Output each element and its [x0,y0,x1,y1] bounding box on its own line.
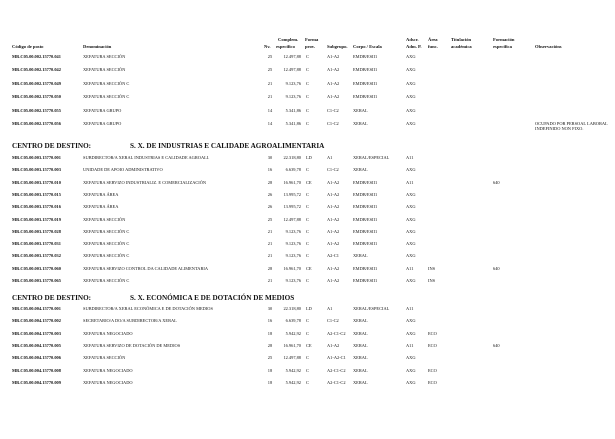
specific-complement-cell: 5.942,92 [285,379,301,385]
level-cell: 14 [267,121,273,126]
provision-form-cell: CE [306,265,312,271]
admin-adscription-cell: AXG [406,241,416,247]
admin-adscription-cell: AXG [406,121,416,126]
subgroup-cell: A1-A2 [327,80,340,86]
level-cell: 21 [267,278,273,283]
specific-complement-cell: 9.123,76 [285,94,301,100]
subgroup-cell: A1-A2 [327,54,340,59]
subgroup-cell: C1-C2 [327,167,339,173]
level-cell: 26 [267,204,273,210]
subgroup-cell: A2-C1-C2 [327,367,346,373]
provision-form-cell: C [306,94,309,100]
subgroup-cell: A1-A2 [327,191,340,197]
table-row [0,278,615,286]
admin-adscription-cell: AXG [406,278,416,283]
table-row [0,241,615,249]
provision-form-cell: C [306,253,309,259]
denomination-cell: XEFATURA NEGOCIADO [83,330,133,336]
body-scale-cell: EMDB/ESII1 [353,54,378,59]
body-scale-cell: XERAL [353,330,368,336]
level-cell: 21 [267,228,273,234]
provision-form-cell: C [306,216,309,222]
functional-area-cell: INS [428,265,436,271]
post-code-cell: MR.C05.00.003.15770.001 [12,155,61,160]
post-code-cell: MR.C05.00.003.15770.015 [12,191,61,197]
denomination-cell: SUBDIRECTOR/A XERAL ECONÓMICA E DE DOTACIÓN MEDIOS [83,306,213,311]
header-forma-bottom: prov. [305,44,315,49]
subgroup-cell: A1-A2 [327,342,340,348]
post-code-cell: MR.C05.00.002.15770.050 [12,94,61,100]
specific-complement-cell: 5.942,92 [285,330,301,336]
specific-training-cell: 640 [493,179,500,185]
body-scale-cell: XERAL/ESPECIAL [353,155,390,160]
provision-form-cell: C [306,67,309,73]
body-scale-cell: XERAL [353,342,368,348]
specific-complement-cell: 9.123,76 [285,253,301,259]
level-cell: 16 [267,318,273,324]
specific-complement-cell: 16.961,70 [283,179,301,185]
table-row [0,155,615,163]
table-row [0,229,615,237]
specific-complement-cell: 22.318,80 [283,306,301,311]
denomination-cell: XEFATURA SECCIÓN C [83,278,130,283]
admin-adscription-cell: AXG [406,107,416,113]
section-label: CENTRO DE DESTINO: [12,142,92,150]
body-scale-cell: EMDB/ESII1 [353,278,378,283]
body-scale-cell: XERAL [353,121,368,126]
provision-form-cell: CE [306,342,312,348]
denomination-cell: XEFATURA SECCIÓN C [83,228,130,234]
post-code-cell: MR.C05.00.003.15770.060 [12,265,61,271]
provision-form-cell: C [306,355,309,361]
body-scale-cell: XERAL [353,355,368,361]
table-row [0,306,615,314]
post-code-cell: MR.C05.00.004.15770.001 [12,306,61,311]
admin-adscription-cell: AXG [406,94,416,100]
denomination-cell: XEFATURA SECCIÓN C [83,80,130,86]
provision-form-cell: C [306,367,309,373]
subgroup-cell: C1-C2 [327,121,339,126]
level-cell: 28 [267,179,273,185]
section-name: S. X. DE INDUSTRIAS E CALIDADE AGROALIMENTARIA [130,142,325,150]
provision-form-cell: C [306,107,309,113]
provision-form-cell: C [306,228,309,234]
table-row [0,192,615,200]
denomination-cell: XEFATURA SERVIZO DE DOTACIÓN DE MEDIOS [83,342,181,348]
admin-adscription-cell: A11 [406,342,414,348]
provision-form-cell: C [306,318,309,324]
post-code-cell: MR.C05.00.004.15770.003 [12,330,61,336]
level-cell: 14 [267,107,273,113]
functional-area-cell: INS [428,278,436,283]
body-scale-cell: XERAL [353,107,368,113]
body-scale-cell: EMDB/ESII1 [353,94,378,100]
admin-adscription-cell: AXG [406,191,416,197]
subgroup-cell: A1-A2 [327,94,340,100]
denomination-cell: XEFATURA SECCIÓN [83,355,126,361]
admin-adscription-cell: A11 [406,265,414,271]
provision-form-cell: C [306,330,309,336]
specific-complement-cell: 6.639,78 [285,167,301,173]
level-cell: 18 [267,367,273,373]
header-adscripcion-bottom: Adm. P. [406,44,422,49]
admin-adscription-cell: AXG [406,204,416,210]
specific-complement-cell: 9.123,76 [285,278,301,283]
body-scale-cell: EMDB/ESII1 [353,67,378,73]
provision-form-cell: C [306,278,309,283]
specific-complement-cell: 13.995,72 [283,191,301,197]
post-code-cell: MR.C05.00.003.15770.016 [12,204,61,210]
post-code-cell: MR.C05.00.003.15770.010 [12,179,61,185]
specific-complement-cell: 5.341,86 [285,121,301,126]
denomination-cell: XEFATURA SECCIÓN C [83,94,130,100]
level-cell: 21 [267,94,273,100]
admin-adscription-cell: AXG [406,318,416,324]
level-cell: 30 [267,306,273,311]
admin-adscription-cell: AXG [406,330,416,336]
header-formacion-top: Formación [493,37,515,42]
admin-adscription-cell: AXG [406,67,416,73]
level-cell: 28 [267,342,273,348]
level-cell: 18 [267,379,273,385]
table-row [0,108,615,116]
admin-adscription-cell: AXG [406,167,416,173]
provision-form-cell: C [306,167,309,173]
post-code-cell: MR.C05.00.004.15770.002 [12,318,61,324]
denomination-cell: XEFATURA SECCIÓN C [83,253,130,259]
denomination-cell: XEFATURA GRUPO [83,121,122,126]
body-scale-cell: XERAL/ESPECIAL [353,306,390,311]
post-code-cell: MR.C05.00.002.15770.049 [12,80,61,86]
denomination-cell: XEFATURA NEGOCIADO [83,379,133,385]
provision-form-cell: C [306,54,309,59]
level-cell: 25 [267,67,273,73]
table-row [0,266,615,274]
level-cell: 21 [267,241,273,247]
denomination-cell: XEFATURA NEGOCIADO [83,367,133,373]
specific-complement-cell: 13.995,72 [283,204,301,210]
subgroup-cell: A1-A2 [327,241,340,247]
table-row [0,67,615,75]
table-row [0,331,615,339]
specific-complement-cell: 5.942,92 [285,367,301,373]
level-cell: 26 [267,191,273,197]
body-scale-cell: EMDB/ESII1 [353,179,378,185]
section-header-economica [12,294,295,302]
denomination-cell: XEFATURA SECCIÓN C [83,241,130,247]
post-code-cell: MR.C05.00.004.15770.005 [12,342,61,348]
subgroup-cell: A1 [327,155,333,160]
subgroup-cell: A2-C1-C2 [327,379,346,385]
observations-cell: OCUPADO POR PERSOAL LABORAL INDEFINIDO NON FIXO. [535,121,608,131]
post-code-cell: MR.C05.00.002.15770.041 [12,54,61,59]
provision-form-cell: LD [306,306,312,311]
table-row [0,94,615,102]
specific-complement-cell: 16.961,70 [283,265,301,271]
functional-area-cell: ECO [428,367,437,373]
specific-complement-cell: 22.318,80 [283,155,301,160]
provision-form-cell: C [306,191,309,197]
body-scale-cell: XERAL [353,253,368,259]
header-subgrupo: Subgrupo. [327,44,348,49]
header-forma-top: Forma [305,37,319,42]
specific-complement-cell: 9.123,76 [285,228,301,234]
denomination-cell: XEFATURA ÁREA [83,204,119,210]
functional-area-cell: ECO [428,330,437,336]
section-name: S. X. ECONÓMICA E DE DOTACIÓN DE MEDIOS [130,294,295,302]
table-row [0,167,615,175]
post-code-cell: MR.C05.00.002.15770.056 [12,121,61,126]
table-row [0,343,615,351]
body-scale-cell: XERAL [353,367,368,373]
denomination-cell: SUBDIRECTOR/A XERAL INDUSTRIAS E CALIDADE AGROALI. [83,155,210,160]
header-titulacion-top: Titulación [451,37,472,42]
subgroup-cell: C1-C2 [327,318,339,324]
subgroup-cell: A1-A2 [327,228,340,234]
admin-adscription-cell: AXG [406,80,416,86]
header-denominacion: Denominación [83,44,112,49]
table-row [0,180,615,188]
specific-complement-cell: 6.639,78 [285,318,301,324]
denomination-cell: XEFATURA SERVIZO CONTROL DA CALIDADE ALIMENTARIA [83,265,209,271]
specific-complement-cell: 9.123,76 [285,241,301,247]
table-row [0,217,615,225]
post-code-cell: MR.C05.00.002.15770.042 [12,67,61,73]
admin-adscription-cell: AXG [406,367,416,373]
level-cell: 30 [267,155,273,160]
provision-form-cell: CE [306,179,312,185]
subgroup-cell: A1-A2 [327,216,340,222]
subgroup-cell: A1-A2 [327,67,340,73]
table-row [0,380,615,388]
provision-form-cell: LD [306,155,312,160]
post-code-cell: MR.C05.00.003.15770.003 [12,167,61,173]
subgroup-cell: A2-C1-C2 [327,330,346,336]
table-row [0,318,615,326]
admin-adscription-cell: A11 [406,306,414,311]
specific-complement-cell: 5.341,86 [285,107,301,113]
denomination-cell: XEFATURA ÁREA [83,191,119,197]
level-cell: 25 [267,216,273,222]
level-cell: 16 [267,167,273,173]
table-row [0,121,615,129]
body-scale-cell: EMDB/ESII1 [353,204,378,210]
level-cell: 18 [267,330,273,336]
header-titulacion-bottom: académica [451,44,472,49]
post-code-cell: MR.C05.00.004.15770.008 [12,367,61,373]
denomination-cell: SECRETARIO/A DO/A SUBDIRECTOR/A XERAL [83,318,177,324]
section-header-industrias [12,142,325,150]
level-cell: 25 [267,355,273,361]
header-codigo: Código de posto [12,44,44,49]
denomination-cell: XEFATURA SECCIÓN [83,67,126,73]
level-cell: 21 [267,80,273,86]
header-adscripcion-top: Adscr. [406,37,419,42]
level-cell: 25 [267,54,273,59]
subgroup-cell: A2-C1 [327,253,339,259]
header-area-top: Área [428,37,438,42]
specific-complement-cell: 12.497,88 [283,355,301,361]
header-complemento-bottom: específico [276,44,295,49]
section-label: CENTRO DE DESTINO: [12,294,92,302]
provision-form-cell: C [306,121,309,126]
header-nivel: Nv. [264,44,271,49]
admin-adscription-cell: AXG [406,216,416,222]
provision-form-cell: C [306,204,309,210]
provision-form-cell: C [306,241,309,247]
body-scale-cell: EMDB/ESII1 [353,241,378,247]
body-scale-cell: EMDB/ESII1 [353,191,378,197]
specific-complement-cell: 12.497,88 [283,67,301,73]
post-code-cell: MR.C05.00.004.15770.006 [12,355,61,361]
table-row [0,253,615,261]
admin-adscription-cell: AXG [406,54,416,59]
admin-adscription-cell: A11 [406,155,414,160]
subgroup-cell: A1-A2 [327,278,340,283]
body-scale-cell: EMDB/ESII1 [353,265,378,271]
specific-training-cell: 640 [493,265,500,271]
body-scale-cell: EMDB/ESII1 [353,216,378,222]
denomination-cell: XEFATURA SERVIZO INDUSTRIALIZ. E COMERCIALIZACIÓN [83,179,207,185]
body-scale-cell: EMDB/ESII1 [353,228,378,234]
post-code-cell: MR.C05.00.003.15770.065 [12,278,61,283]
admin-adscription-cell: AXG [406,355,416,361]
header-observacions: Observacións [535,44,562,49]
table-row [0,204,615,212]
level-cell: 28 [267,265,273,271]
header-area-bottom: func. [428,44,438,49]
body-scale-cell: XERAL [353,318,368,324]
post-code-cell: MR.C05.00.002.15770.055 [12,107,61,113]
table-row [0,355,615,363]
specific-training-cell: 640 [493,342,500,348]
admin-adscription-cell: AXG [406,379,416,385]
post-code-cell: MR.C05.00.004.15770.009 [12,379,61,385]
post-code-cell: MR.C05.00.003.15770.019 [12,216,61,222]
denomination-cell: XEFATURA SECCIÓN [83,216,126,222]
subgroup-cell: A1-A2 [327,265,340,271]
specific-complement-cell: 16.961,70 [283,342,301,348]
denomination-cell: XEFATURA SECCIÓN [83,54,126,59]
provision-form-cell: C [306,379,309,385]
level-cell: 21 [267,253,273,259]
denomination-cell: XEFATURA GRUPO [83,107,122,113]
denomination-cell: UNIDADE DE APOIO ADMINISTRATIVO [83,167,163,173]
specific-complement-cell: 9.123,76 [285,80,301,86]
table-row [0,368,615,376]
provision-form-cell: C [306,80,309,86]
header-formacion-bottom: específica [493,44,512,49]
post-code-cell: MR.C05.00.003.15770.028 [12,228,61,234]
subgroup-cell: A1-A2 [327,179,340,185]
subgroup-cell: A1 [327,306,333,311]
body-scale-cell: XERAL [353,167,368,173]
functional-area-cell: ECO [428,379,437,385]
specific-complement-cell: 12.497,88 [283,54,301,59]
table-row [0,81,615,89]
functional-area-cell: ECO [428,342,437,348]
body-scale-cell: EMDB/ESII1 [353,80,378,86]
header-corpo: Corpo / Escala [353,44,382,49]
subgroup-cell: C1-C2 [327,107,339,113]
post-code-cell: MR.C05.00.003.15770.032 [12,253,61,259]
subgroup-cell: A1-A2 [327,204,340,210]
post-code-cell: MR.C05.00.003.15770.031 [12,241,61,247]
subgroup-cell: A1-A2-C1 [327,355,346,361]
admin-adscription-cell: AXG [406,253,416,259]
body-scale-cell: XERAL [353,379,368,385]
admin-adscription-cell: A11 [406,179,414,185]
specific-complement-cell: 12.497,88 [283,216,301,222]
admin-adscription-cell: AXG [406,228,416,234]
table-row [0,54,615,62]
header-complemento-top: Complem. [278,37,299,42]
